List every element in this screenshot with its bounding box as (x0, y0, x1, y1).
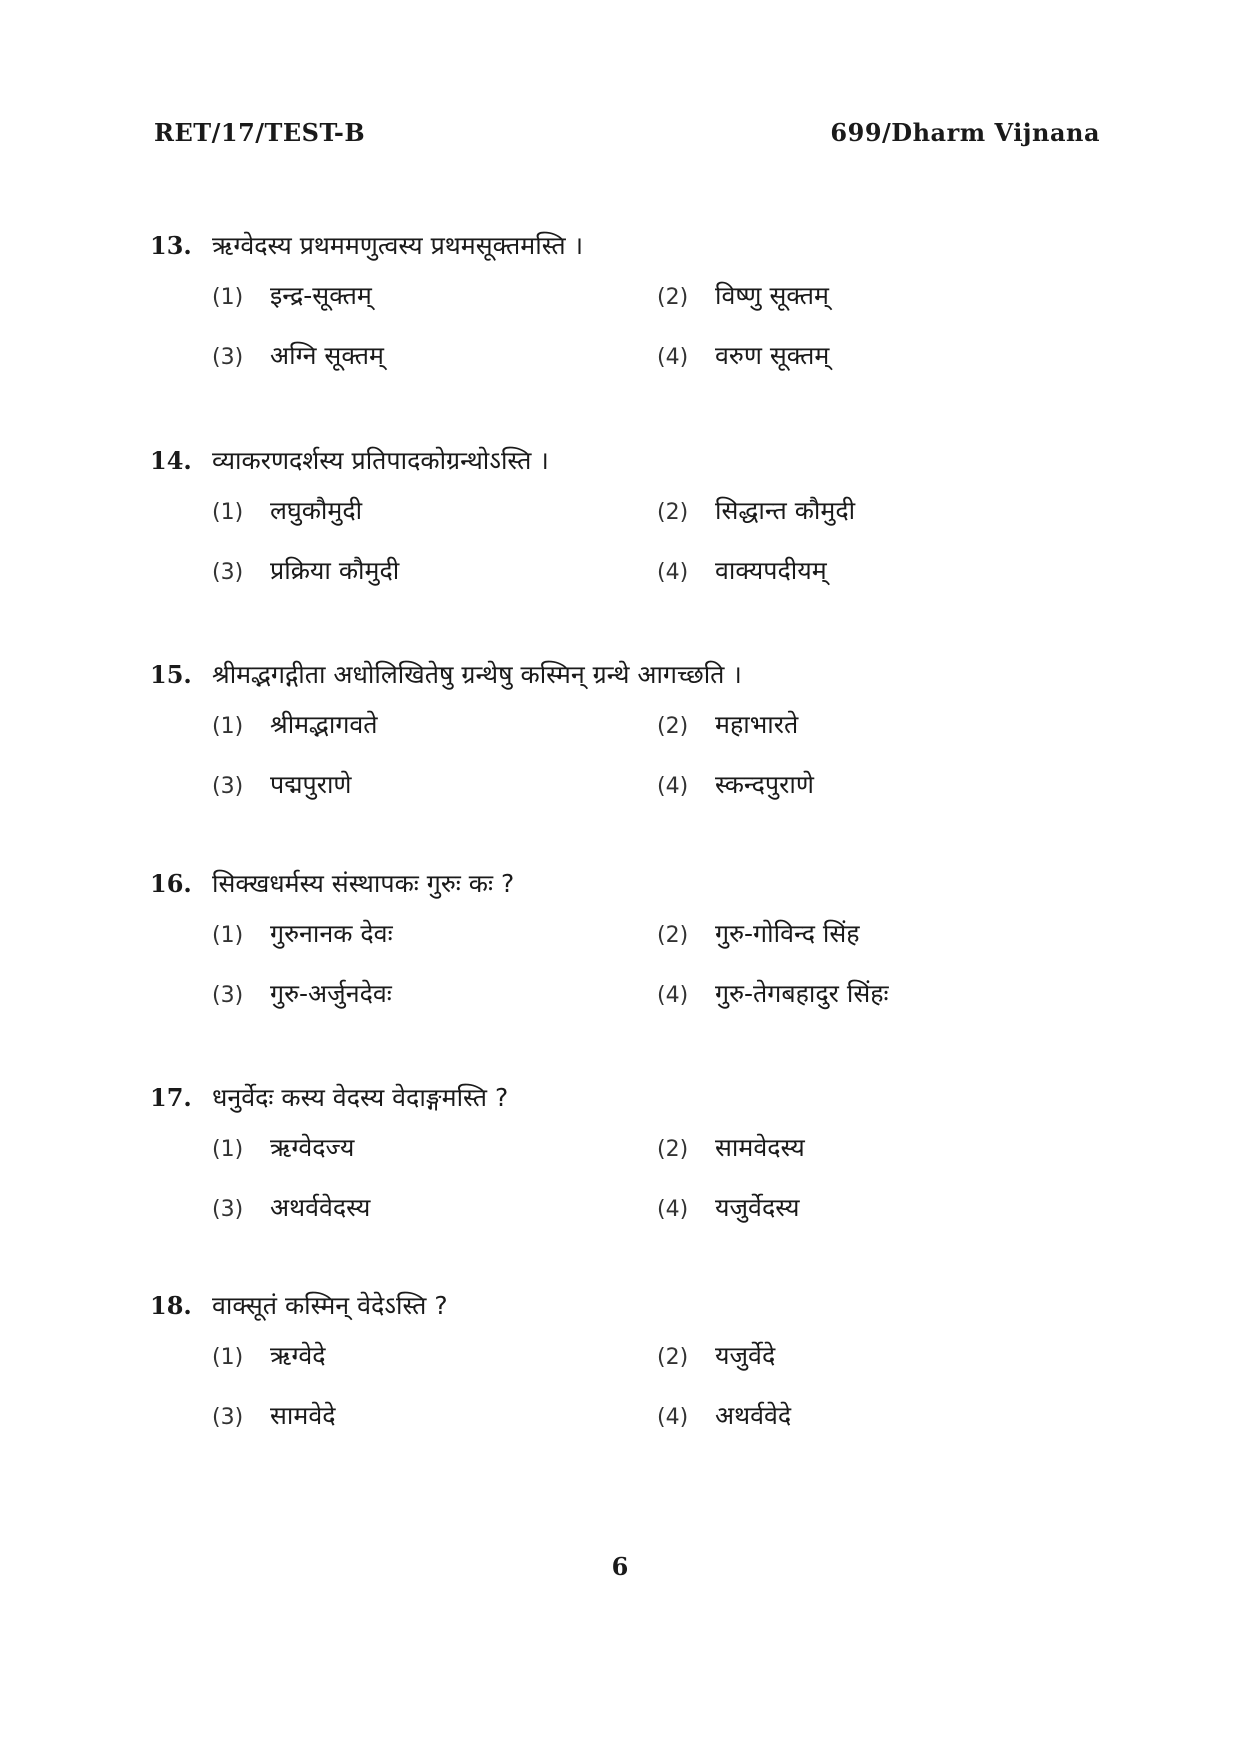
option-number: (2) (657, 714, 689, 739)
question-text: व्याकरणदर्शस्य प्रतिपादकोग्रन्थोऽस्ति । (212, 446, 549, 475)
options-grid (212, 1338, 1110, 1458)
question-number: 16. (150, 869, 192, 898)
option-4 (657, 976, 1102, 1036)
option-text: ऋग्वेदज्य (270, 1133, 355, 1162)
option-number: (2) (657, 500, 689, 525)
option-number: (4) (657, 983, 689, 1008)
option-number: (1) (212, 1345, 244, 1370)
option-3 (212, 1398, 657, 1458)
option-4 (657, 767, 1102, 827)
option-text: प्रक्रिया कौमुदी (270, 556, 400, 585)
option-number: (3) (212, 345, 244, 370)
option-1 (212, 1338, 657, 1398)
option-4 (657, 1398, 1102, 1458)
option-text: सामवेदस्य (715, 1133, 805, 1162)
option-number: (1) (212, 714, 244, 739)
option-number: (2) (657, 1137, 689, 1162)
option-text: ऋग्वेदे (270, 1341, 326, 1370)
option-4 (657, 1190, 1102, 1250)
option-3 (212, 976, 657, 1036)
options-grid (212, 707, 1110, 827)
option-text: अग्नि सूक्तम् (270, 341, 384, 370)
option-text: गुरु-तेगबहादुर सिंहः (715, 979, 889, 1008)
option-text: सामवेदे (270, 1401, 336, 1430)
question-number: 15. (150, 660, 192, 689)
question-15 (150, 657, 1110, 827)
option-text: वाक्यपदीयम् (715, 556, 827, 585)
paper-code-header: RET/17/TEST-B (154, 118, 366, 147)
question-text: वाक्सूतं कस्मिन् वेदेऽस्ति ? (212, 1291, 448, 1320)
option-1 (212, 916, 657, 976)
option-2 (657, 1338, 1102, 1398)
option-2 (657, 1130, 1102, 1190)
option-number: (1) (212, 285, 244, 310)
option-number: (2) (657, 923, 689, 948)
options-grid (212, 278, 1110, 398)
option-1 (212, 493, 657, 553)
options-grid (212, 493, 1110, 613)
option-text: महाभारते (715, 710, 799, 739)
option-number: (4) (657, 1405, 689, 1430)
page-number: 6 (611, 1552, 629, 1581)
option-number: (3) (212, 983, 244, 1008)
option-number: (1) (212, 923, 244, 948)
option-text: पद्मपुराणे (270, 770, 352, 799)
option-2 (657, 493, 1102, 553)
option-text: गुरु-गोविन्द सिंह (715, 919, 860, 948)
option-3 (212, 338, 657, 398)
question-number: 13. (150, 231, 192, 260)
option-1 (212, 1130, 657, 1190)
question-text: धनुर्वेदः कस्य वेदस्य वेदाङ्गमस्ति ? (212, 1083, 509, 1112)
question-13 (150, 228, 1110, 398)
option-text: श्रीमद्भागवते (270, 710, 378, 739)
option-text: गुरु-अर्जुनदेवः (270, 979, 392, 1008)
option-number: (2) (657, 285, 689, 310)
option-2 (657, 916, 1102, 976)
option-text: यजुर्वेदस्य (715, 1193, 800, 1222)
option-text: सिद्धान्त कौमुदी (715, 496, 856, 525)
option-number: (4) (657, 1197, 689, 1222)
option-text: अथर्ववेदस्य (270, 1193, 371, 1222)
question-16 (150, 866, 1110, 1036)
subject-header: 699/Dharm Vijnana (830, 118, 1100, 147)
question-17 (150, 1080, 1110, 1250)
option-number: (2) (657, 1345, 689, 1370)
option-1 (212, 707, 657, 767)
option-text: वरुण सूक्तम् (715, 341, 830, 370)
option-number: (3) (212, 560, 244, 585)
question-text: श्रीमद्भगद्गीता अधोलिखितेषु ग्रन्थेषु कस्मिन् ग्रन्थे आगच्छति । (212, 660, 742, 689)
option-4 (657, 338, 1102, 398)
question-text: सिक्खधर्मस्य संस्थापकः गुरुः कः ? (212, 869, 515, 898)
options-grid (212, 916, 1110, 1036)
option-4 (657, 553, 1102, 613)
option-3 (212, 767, 657, 827)
option-number: (4) (657, 774, 689, 799)
option-number: (1) (212, 1137, 244, 1162)
question-14 (150, 443, 1110, 613)
option-2 (657, 278, 1102, 338)
option-1 (212, 278, 657, 338)
option-number: (4) (657, 345, 689, 370)
options-grid (212, 1130, 1110, 1250)
question-number: 14. (150, 446, 192, 475)
question-number: 17. (150, 1083, 192, 1112)
option-text: गुरुनानक देवः (270, 919, 393, 948)
question-text: ऋग्वेदस्य प्रथममणुत्वस्य प्रथमसूक्तमस्ति । (212, 231, 584, 260)
option-number: (3) (212, 1197, 244, 1222)
option-number: (3) (212, 774, 244, 799)
option-number: (1) (212, 500, 244, 525)
question-18 (150, 1288, 1110, 1458)
option-text: अथर्ववेदे (715, 1401, 792, 1430)
option-text: लघुकौमुदी (270, 496, 363, 525)
question-number: 18. (150, 1291, 192, 1320)
option-number: (3) (212, 1405, 244, 1430)
option-text: विष्णु सूक्तम् (715, 281, 829, 310)
option-text: यजुर्वेदे (715, 1341, 776, 1370)
option-text: स्कन्दपुराणे (715, 770, 814, 799)
option-3 (212, 1190, 657, 1250)
option-2 (657, 707, 1102, 767)
option-3 (212, 553, 657, 613)
option-number: (4) (657, 560, 689, 585)
option-text: इन्द्र-सूक्तम् (270, 281, 372, 310)
